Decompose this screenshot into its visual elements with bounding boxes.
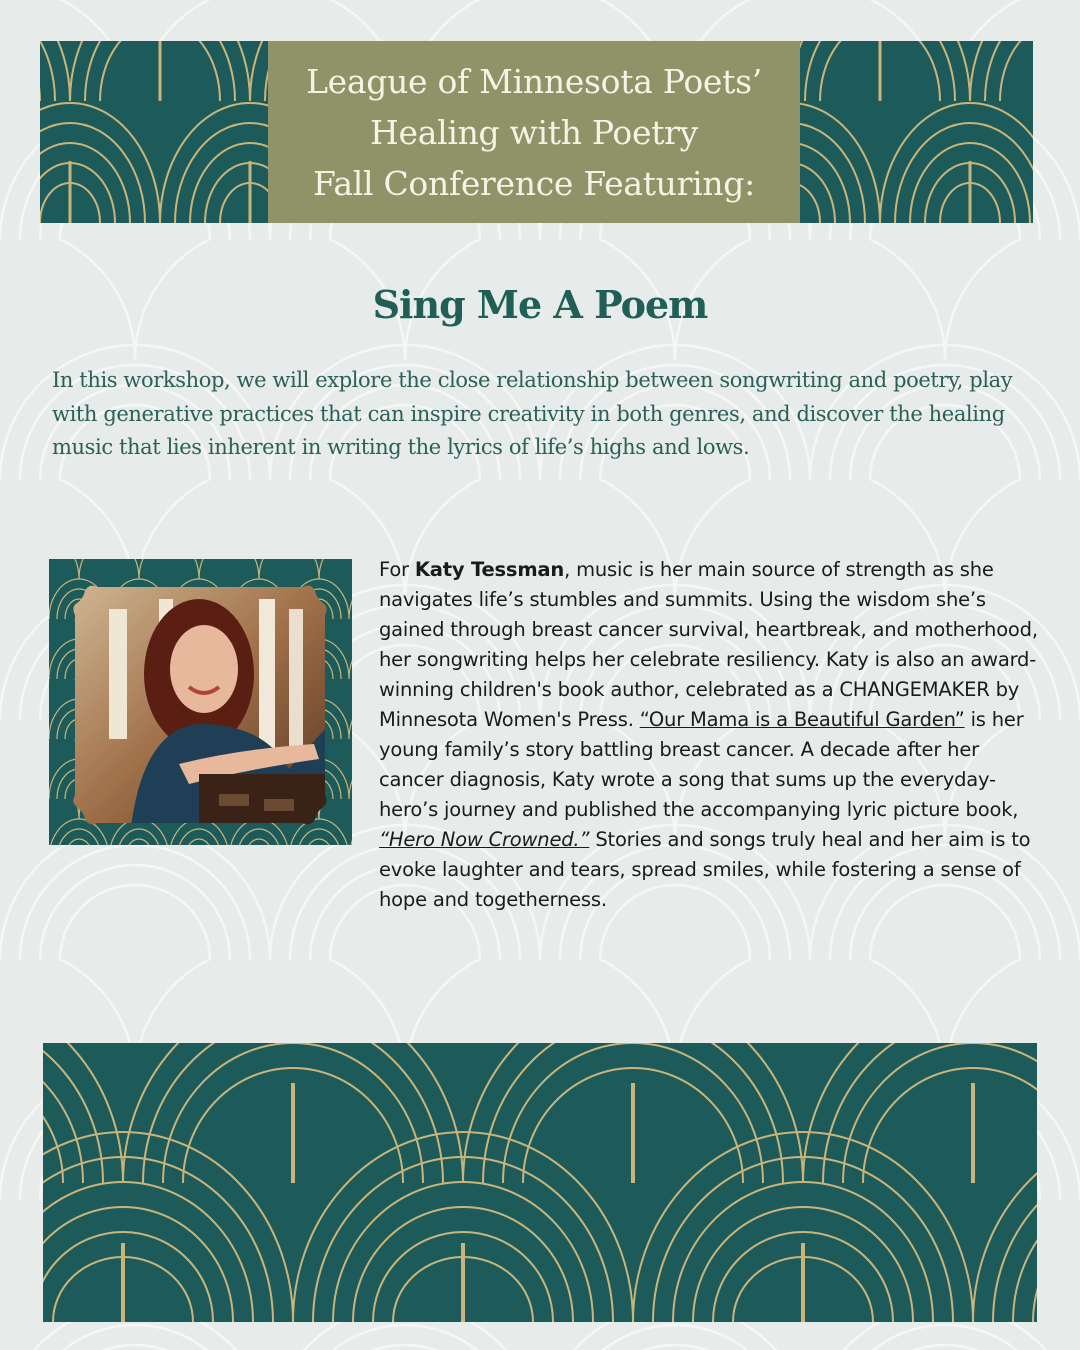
conference-title bbox=[306, 56, 762, 209]
bio-text-4: Stories and songs truly heal and her aim is to evoke laughter and tears, spread smiles, while fostering a sense of hope and togetherness. bbox=[379, 828, 1031, 911]
title-line-3: Fall Conference Featuring: bbox=[313, 163, 755, 203]
book-link-hero-now-crowned[interactable]: “Hero Now Crowned.” bbox=[379, 828, 590, 851]
speaker-name: Katy Tessman bbox=[414, 558, 565, 581]
bio-text-3: is her young family’s story battling breast cancer. A decade after her cancer diagnosis, Katy wrote a song that sums up the everyday-hero’s journey and published the accompanying lyric picture book, bbox=[379, 708, 1024, 821]
workshop-title: Sing Me A Poem bbox=[372, 282, 708, 327]
title-line-2: Healing with Poetry bbox=[369, 112, 698, 152]
speaker-bio bbox=[379, 555, 1039, 915]
art-deco-fan-pattern bbox=[43, 1043, 1037, 1322]
speaker-photo bbox=[49, 559, 352, 845]
title-line-1: League of Minnesota Poets’ bbox=[306, 61, 762, 101]
book-link-our-mama[interactable]: “Our Mama is a Beautiful Garden” bbox=[639, 708, 965, 731]
bio-text-1: For bbox=[379, 558, 415, 581]
portrait-photo bbox=[49, 559, 352, 845]
bio-text-2: , music is her main source of strength as she navigates life’s stumbles and summits. Using the wisdom she’s gained through breast cancer survival, heartbreak, and motherhood, her songwriting helps her celebrate resiliency. Katy is also an award-winning children's book author, celebrated as a CHANGEMAKER by Minnesota Women's Press. bbox=[379, 558, 1038, 731]
footer-fan-band bbox=[43, 1043, 1037, 1322]
workshop-intro: In this workshop, we will explore the close relationship between songwriting and poetry, play with generative practices that can inspire creativity in both genres, and discover the healing music that lies inherent in writing the lyrics of life’s highs and lows. bbox=[52, 368, 1013, 459]
conference-title-box bbox=[268, 41, 800, 223]
